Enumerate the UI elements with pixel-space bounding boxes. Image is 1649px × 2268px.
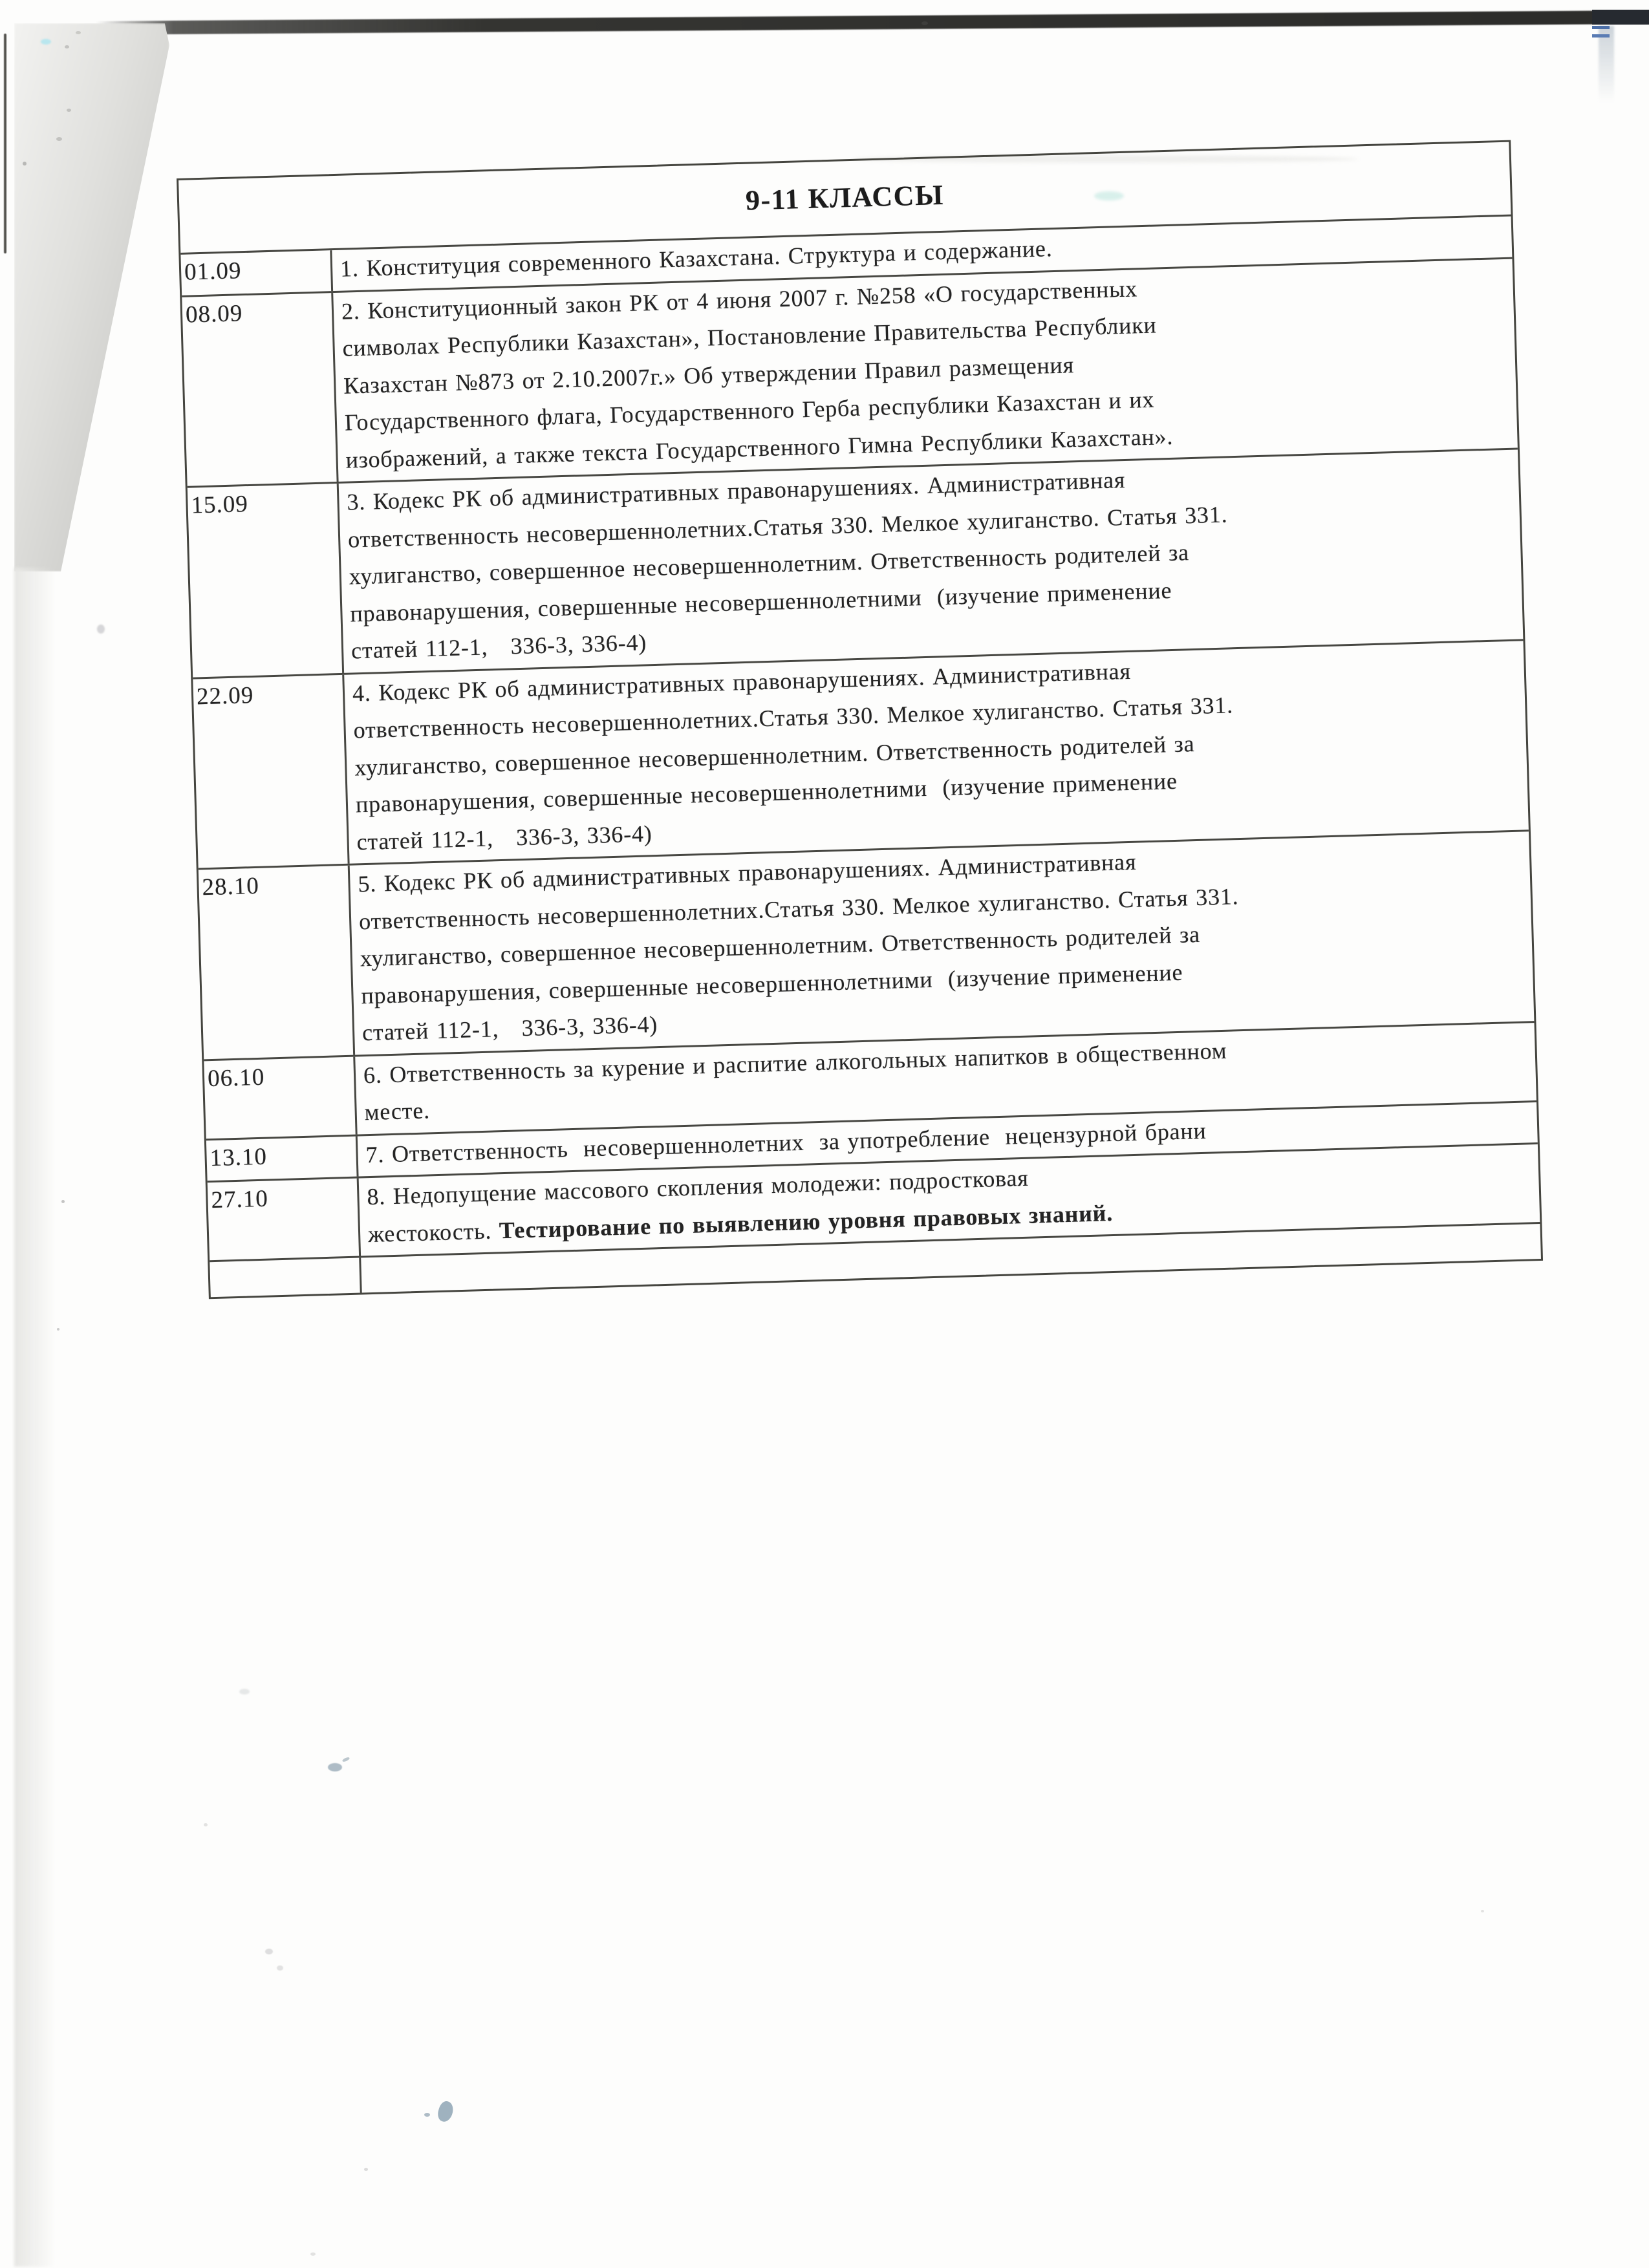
ink-blob	[436, 2099, 456, 2123]
dust-speck	[310, 2252, 316, 2256]
ink-blob	[424, 2113, 430, 2117]
scan-blue-mark	[1592, 26, 1610, 29]
dust-speck	[61, 1200, 65, 1203]
topic-cell: 4. Кодекс РК об административных правонарушениях. Административная ответственность несовершеннолетних.Статья 330. Мелкое хулиганство. Статья 331. хулиганство, совершенное несовершеннолетним. Ответственность родителей за правонарушения, совершенные несовершеннолетними (изучение применение статей 112-1, 336-3, 336-4)	[352, 658, 1234, 855]
topic-cell: 5. Кодекс РК об административных правонарушениях. Административная ответственность несовершеннолетних.Статья 330. Мелкое хулиганство. Статья 331. хулиганство, совершенное несовершеннолетним. Ответственность родителей за правонарушения, совершенные несовершеннолетними (изучение применение статей 112-1, 336-3, 336-4)	[357, 848, 1239, 1046]
page-smudge	[342, 1757, 350, 1763]
table-row	[188, 449, 1524, 679]
title-smudge	[1094, 191, 1124, 200]
dust-speck	[204, 1823, 208, 1826]
topic-cell: 2. Конституционный закон РК от 4 июня 2007 г. №258 «О государственных символах Республики Казахстан», Постановление Правительства Республики Казахстан №873 от 2.10.2007г.» Об утверждении Правил размещения Государственного флага, Государственного Герба республики Казахстан и их изображений, а также текста Государственного Гимна Республики Казахстан».	[341, 275, 1174, 473]
schedule-table	[177, 140, 1543, 1300]
date-cell: 06.10	[204, 1056, 357, 1139]
scan-blue-mark	[1592, 34, 1610, 37]
dust-speck	[1481, 1910, 1484, 1912]
dust-speck	[23, 162, 27, 166]
topic-cell: 6. Ответственность за курение и распитие алкогольных напитков в общественном месте.	[363, 1037, 1227, 1126]
table-rows	[180, 217, 1541, 1298]
pencil-mark	[265, 1949, 273, 1954]
date-cell: 22.09	[193, 674, 349, 868]
page-smudge	[239, 1689, 250, 1695]
date-cell	[210, 1257, 361, 1297]
scan-left-edge-shadow	[14, 568, 56, 2267]
table-row	[193, 641, 1529, 870]
scan-top-right-artifact	[1592, 10, 1649, 25]
dust-speck	[364, 2168, 368, 2171]
date-cell: 15.09	[188, 484, 344, 677]
topic-cell: 7. Ответственность несовершеннолетних за употребление нецензурной брани	[365, 1117, 1207, 1168]
pencil-mark	[277, 1965, 283, 1971]
date-cell: 08.09	[182, 293, 338, 486]
table-title: 9-11 КЛАССЫ	[178, 142, 1511, 255]
dust-speck	[41, 39, 51, 45]
scan-corner-shadow	[14, 23, 169, 572]
date-cell: 01.09	[180, 250, 333, 295]
dust-speck	[921, 21, 928, 25]
table-row	[182, 259, 1518, 488]
scan-top-edge-bar	[96, 10, 1649, 35]
dust-speck	[67, 109, 71, 112]
topic-cell: 8. Недопущение массового скопления молодежи: подростковая жестокость. Тестирование по выявлению уровня правовых знаний.	[366, 1164, 1114, 1247]
dust-speck	[57, 1328, 59, 1331]
scan-edge-line	[4, 34, 6, 253]
date-cell: 27.10	[208, 1179, 361, 1261]
dust-speck	[56, 137, 62, 141]
dust-speck	[65, 45, 69, 48]
date-cell: 28.10	[199, 866, 355, 1059]
topic-cell: 1. Конституция современного Казахстана. Структура и содержание.	[339, 235, 1053, 282]
dust-speck	[76, 31, 81, 34]
topic-cell: 3. Кодекс РК об административных правонарушениях. Административная ответственность несовершеннолетних.Статья 330. Мелкое хулиганство. Статья 331. хулиганство, совершенное несовершеннолетним. Ответственность родителей за правонарушения, совершенные несовершеннолетними (изучение применение статей 112-1, 336-3, 336-4)	[346, 466, 1228, 664]
dust-speck	[97, 625, 105, 634]
table-row	[199, 831, 1535, 1061]
date-cell: 13.10	[206, 1136, 359, 1181]
page-smudge	[328, 1763, 342, 1771]
